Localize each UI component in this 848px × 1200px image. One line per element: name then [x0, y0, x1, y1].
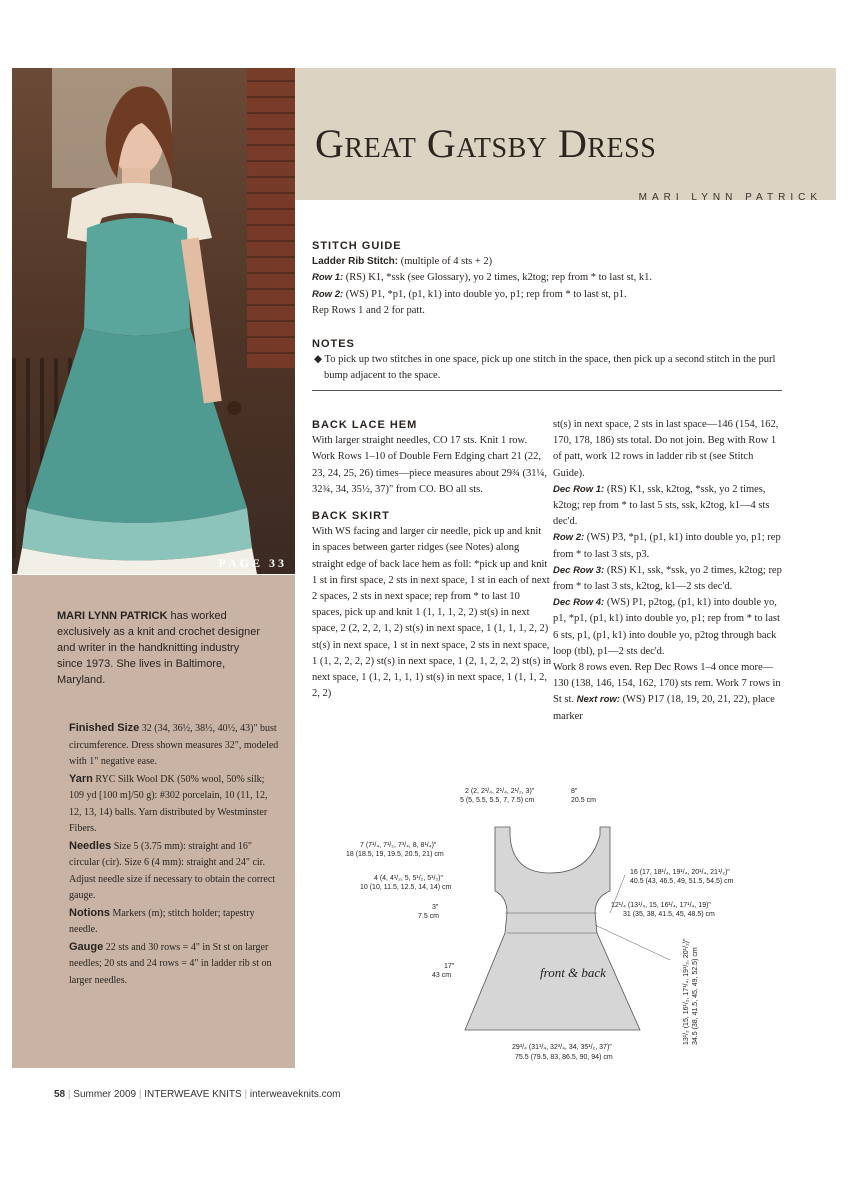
bust-cm: 40.5 (43, 46.5, 49, 51.5, 54.5) cm	[630, 878, 734, 885]
back-skirt-heading: BACK SKIRT	[312, 510, 390, 523]
dec-row-1	[553, 482, 785, 531]
back-lace-hem-heading: BACK LACE HEM	[312, 419, 418, 431]
section-divider	[312, 390, 782, 391]
spec-label: Yarn	[69, 772, 93, 785]
row-text: (RS) K1, ssk, k2tog, *ssk, yo 2 times, k2tog; rep from * to last 5 sts, ssk, k2tog, k1—4 sts dec'd.	[553, 483, 770, 528]
waist-cm: 31 (35, 38, 41.5, 45, 48.5) cm	[623, 911, 715, 918]
notes-item	[312, 352, 782, 384]
armhole-in: 7 (7¹/₄, 7¹/₂, 7³/₄, 8, 8¹/₄)"	[360, 842, 437, 849]
row-label: Row 2:	[312, 288, 344, 300]
spec-label: Notions	[69, 906, 110, 919]
spec-label: Gauge	[69, 940, 104, 953]
row1-line	[312, 270, 782, 286]
waist-h-cm: 7.5 cm	[418, 913, 440, 920]
back-skirt-text: With WS facing and larger cir needle, pick up and knit in spaces between garter ridges (see Notes) along straight edge of back lace hem as foll: *pick up and knit 1 st in first space, 2 sts in next space, 1 st in each of next 2 spaces, 2 sts in next space; rep from * to last 10 spaces, pick up and knit 1 (1, 1, 1, 2, 2) st(s) in next space, 2 (2, 2, 2, 1, 2) st(s) in next space, 1 (1, 1, 1, 2, 2) st(s) in next space, 1 st in next space, 2 sts in next space, 1 (1, 2, 2, 2, 2) st(s) in next space, 1 (2, 1, 2, 2, 2) st(s) in next space, 1 (1, 2, 1, 1, 1) st(s) in next space, 1 (1, 1, 2, 2, 2)	[312, 526, 552, 700]
top-in: 8"	[571, 788, 578, 795]
dress-schematic	[340, 785, 740, 1075]
bio-text: has worked exclusively as a knit and crochet designer and writer in the handknitting industry since 1973. She lives in Baltimore, Maryland.	[57, 610, 260, 686]
page-number: 58	[54, 1089, 66, 1100]
col2-para-2	[553, 660, 785, 725]
col2-para: st(s) in next space, 2 sts in last space—146 (154, 162, 170, 178, 186) sts total. Do not join. Beg with Row 1 of patt, work 12 rows in ladder rib st (see Stitch Guide).	[553, 419, 779, 479]
model-figure	[12, 68, 295, 574]
row-text: (WS) P17 (18, 19, 20, 21, 22), place marker	[553, 694, 775, 722]
stitch-guide-heading: STITCH GUIDE	[312, 240, 402, 252]
notes-section	[312, 336, 782, 385]
row-text: (RS) K1, ssk, *ssk, yo 2 times, k2tog; rep from * to last 3 sts, k2tog, k1—2 sts dec'd.	[553, 564, 782, 593]
back-lace-hem-text: With larger straight needles, CO 17 sts. Knit 1 row. Work Rows 1–10 of Double Fern Edging chart 21 (22, 23, 24, 25, 26) times—piece measures about 29¾ (31¼, 32¾, 34, 35½, 37)" from CO. BO all sts.	[312, 435, 548, 495]
project-specs	[69, 720, 279, 989]
bodice-cm: 10 (10, 11.5, 12.5, 14, 14) cm	[360, 884, 452, 891]
hem-in: 29³/₄ (31¹/₄, 32³/₄, 34, 35¹/₂, 37)"	[512, 1044, 612, 1051]
magazine-name: INTERWEAVE KNITS	[144, 1089, 242, 1100]
hem-cm: 75.5 (79.5, 83, 86.5, 90, 94) cm	[515, 1054, 613, 1061]
neck-in: 2 (2, 2¹/₄, 2¹/₄, 2¹/₂, 3)"	[465, 788, 535, 795]
page-footer: 58 | Summer 2009 | INTERWEAVE KNITS | interweaveknits.com	[54, 1089, 341, 1100]
bullet-icon: ◆	[314, 354, 325, 366]
armhole-cm: 18 (18.5, 19, 19.5, 20.5, 21) cm	[346, 851, 444, 858]
spec-notions	[69, 905, 279, 939]
row-label: Row 1:	[312, 272, 344, 284]
bodice-in: 4 (4, 4¹/₂, 5, 5¹/₂, 5¹/₂)"	[374, 875, 443, 882]
row-2	[553, 530, 785, 562]
rep-line: Rep Rows 1 and 2 for patt.	[312, 304, 425, 316]
spec-needles	[69, 838, 279, 905]
waist-in: 12¹/₄ (13¹/₄, 15, 16¹/₄, 17¹/₄, 19)"	[611, 902, 711, 909]
column-right	[553, 417, 785, 725]
skirt-h-cm: 43 cm	[432, 972, 452, 979]
article-title: Great Gatsby Dress	[315, 121, 657, 166]
spec-value: 32 (34, 36½, 38½, 40½, 43)" bust circumference. Dress shown measures 32", modeled with 1" negative ease.	[69, 723, 279, 767]
row-label: Dec Row 3:	[553, 564, 605, 576]
top-cm: 20.5 cm	[571, 797, 596, 804]
stitch-guide	[312, 238, 782, 319]
spec-gauge	[69, 939, 279, 990]
article-author: MARI LYNN PATRICK	[638, 192, 822, 203]
row-text: Work 8 rows even. Rep Dec Rows 1–4 once more—130 (138, 146, 154, 162, 170) sts rem. Work 7 rows in St st.	[553, 662, 781, 706]
spec-yarn	[69, 771, 279, 838]
spec-finished-size	[69, 720, 279, 771]
spec-value: Markers (m); stitch holder; tapestry needle.	[69, 907, 255, 935]
diag-in: 13¹/₂ (15, 16¹/₂, 17¹/₄, 19¹/₂, 20¹/₂)"	[683, 938, 690, 1045]
spec-value: RYC Silk Wool DK (50% wool, 50% silk; 109 yd [100 m]/50 g): #302 porcelain, 10 (11, 12, 12, 13, 14) balls. Yarn distributed by Westminster Fibers.	[69, 773, 268, 834]
title-banner	[295, 68, 836, 203]
page-tag	[12, 553, 295, 575]
row-text: (WS) P1, p2tog, (p1, k1) into double yo, p1, *p1, (p1, k1) into double yo, p1; rep from * to last 6 sts, p1, (p1, k1) into double yo, p2tog through back loop (tbl), p1—2 sts dec'd.	[553, 597, 780, 657]
spec-label: Finished Size	[69, 722, 140, 734]
spec-value: 22 sts and 30 rows = 4" in St st on larger needles; 20 sts and 24 rows = 4" in ladder rib st on larger needles.	[69, 941, 272, 986]
spec-label: Needles	[69, 839, 112, 852]
row-label: Dec Row 4:	[553, 597, 605, 609]
page-tag-label: PAGE 33	[218, 556, 287, 570]
row-text: (RS) K1, *ssk (see Glossary), yo 2 times, k2tog; rep from * to last st, k1.	[343, 272, 652, 284]
dress-outline	[465, 827, 640, 1030]
diag-cm: 34.5 (38, 41.5, 45, 49, 52.5) cm	[692, 947, 699, 1045]
row-label: Next row:	[576, 694, 620, 706]
row-text: (WS) P1, *p1, (p1, k1) into double yo, p1; rep from * to last st, p1.	[343, 288, 627, 300]
dec-row-3	[553, 563, 785, 595]
bio-name: MARI LYNN PATRICK	[57, 610, 168, 622]
site-url: interweaveknits.com	[249, 1089, 341, 1100]
ladder-rib-text: (multiple of 4 sts + 2)	[398, 256, 493, 268]
waist-h-in: 3"	[432, 904, 439, 911]
model-photo	[12, 68, 295, 574]
row-label: Dec Row 1:	[553, 483, 605, 495]
row-label: Row 2:	[553, 532, 585, 544]
spec-value: Size 5 (3.75 mm): straight and 16" circular (cir). Size 6 (4 mm): straight and 24" cir. Adjust needle size if necessary to obtain the correct gauge.	[69, 840, 276, 901]
column-left	[312, 417, 552, 702]
dec-row-4	[553, 595, 785, 660]
bust-in: 16 (17, 18¹/₄, 19¹/₄, 20¹/₄, 21¹/₂)"	[630, 869, 730, 876]
notes-heading: NOTES	[312, 338, 355, 350]
center-label: front & back	[540, 965, 606, 980]
row2-line	[312, 287, 782, 303]
ladder-rib-label: Ladder Rib Stitch:	[312, 256, 399, 268]
notes-text: To pick up two stitches in one space, pick up one stitch in the space, then pick up a second stitch in the purl bump adjacent to the space.	[324, 354, 776, 382]
issue-label: Summer 2009	[73, 1089, 137, 1100]
ladder-rib-line	[312, 254, 782, 270]
skirt-h-in: 17"	[444, 963, 455, 970]
neck-cm: 5 (5, 5.5, 5.5, 7, 7.5) cm	[460, 797, 535, 804]
row-text: (WS) P3, *p1, (p1, k1) into double yo, p1; rep from * to last 3 sts, p3.	[553, 532, 781, 560]
designer-bio	[57, 608, 267, 688]
